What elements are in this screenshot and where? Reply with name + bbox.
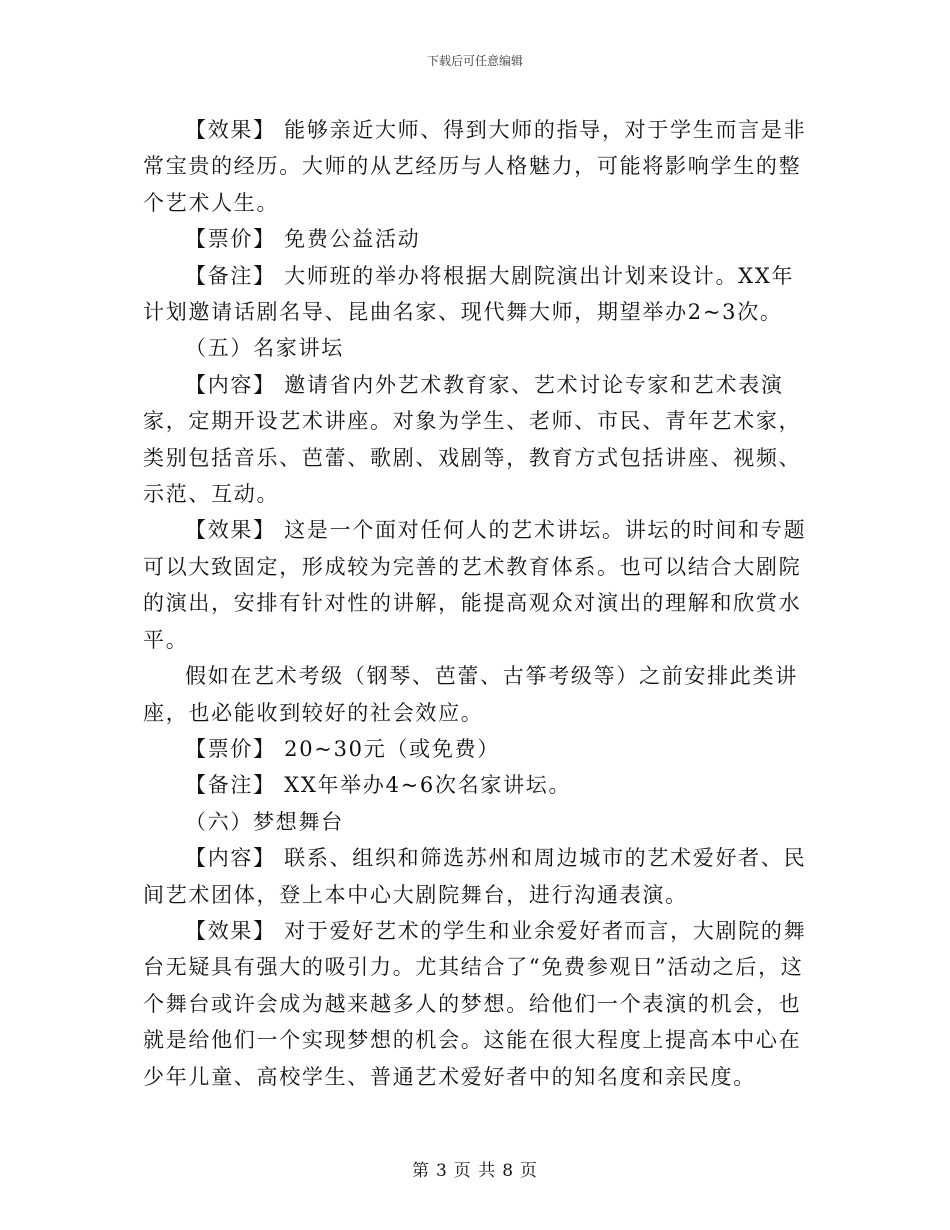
- paragraph-effect-lecture: 【效果】 这是一个面对任何人的艺术讲坛。讲坛的时间和专题可以大致固定，形成较为完善的艺术教育体系。也可以结合大剧院的演出，安排有针对性的讲解，能提高观众对演出的理解和欣赏水平。: [143, 518, 807, 652]
- paragraph-effect-masterclass: 【效果】 能够亲近大师、得到大师的指导，对于学生而言是非常宝贵的经历。大师的从艺经历与人格魅力，可能将影响学生的整个艺术人生。: [143, 118, 807, 215]
- footer-page-number: 3: [435, 1161, 448, 1181]
- page-footer: [0, 1156, 950, 1181]
- section-heading-dream-stage: （六）梦想舞台: [185, 809, 344, 834]
- footer-middle: 页 共: [453, 1161, 497, 1181]
- paragraph-effect-dream-stage: 【效果】 对于爱好艺术的学生和业余爱好者而言，大剧院的舞台无疑具有强大的吸引力。尤其结合了“免费参观日”活动之后，这个舞台或许会成为越来越多人的梦想。给他们一个表演的机会，也就是给他们一个实现梦想的机会。这能在很大程度上提高本中心在少年儿童、高校学生、普通艺术爱好者中的知名度和亲民度。: [143, 918, 807, 1089]
- paragraph-exam-lecture: 假如在艺术考级（钢琴、芭蕾、古筝考级等）之前安排此类讲座，也必能收到较好的社会效应。: [143, 664, 798, 725]
- paragraph-price-lecture: 【票价】 20~30元（或免费）: [185, 736, 500, 761]
- footer-prefix: 第: [411, 1161, 430, 1181]
- section-heading-lecture: （五）名家讲坛: [185, 336, 344, 361]
- paragraph-note-masterclass: 【备注】 大师班的举办将根据大剧院演出计划来设计。XX年计划邀请话剧名导、昆曲名家、现代舞大师，期望举办2~3次。: [143, 263, 795, 325]
- paragraph-content-dream-stage: 【内容】 联系、组织和筛选苏州和周边城市的艺术爱好者、民间艺术团体，登上本中心大剧院舞台，进行沟通表演。: [143, 846, 807, 907]
- page-header: 下载后可任意编辑: [426, 54, 523, 68]
- body-content: [143, 112, 813, 1095]
- paragraph-note-lecture: 【备注】 XX年举办4~6次名家讲坛。: [185, 773, 572, 798]
- paragraph-price-masterclass: 【票价】 免费公益活动: [185, 227, 421, 252]
- footer-total-pages: 8: [502, 1161, 515, 1181]
- paragraph-content-lecture: 【内容】 邀请省内外艺术教育家、艺术讨论专家和艺术表演家，定期开设艺术讲座。对象为学生、老师、市民、青年艺术家，类别包括音乐、芭蕾、歌剧、戏剧等，教育方式包括讲座、视频、示范、互动。: [143, 372, 802, 507]
- footer-suffix: 页: [520, 1161, 539, 1181]
